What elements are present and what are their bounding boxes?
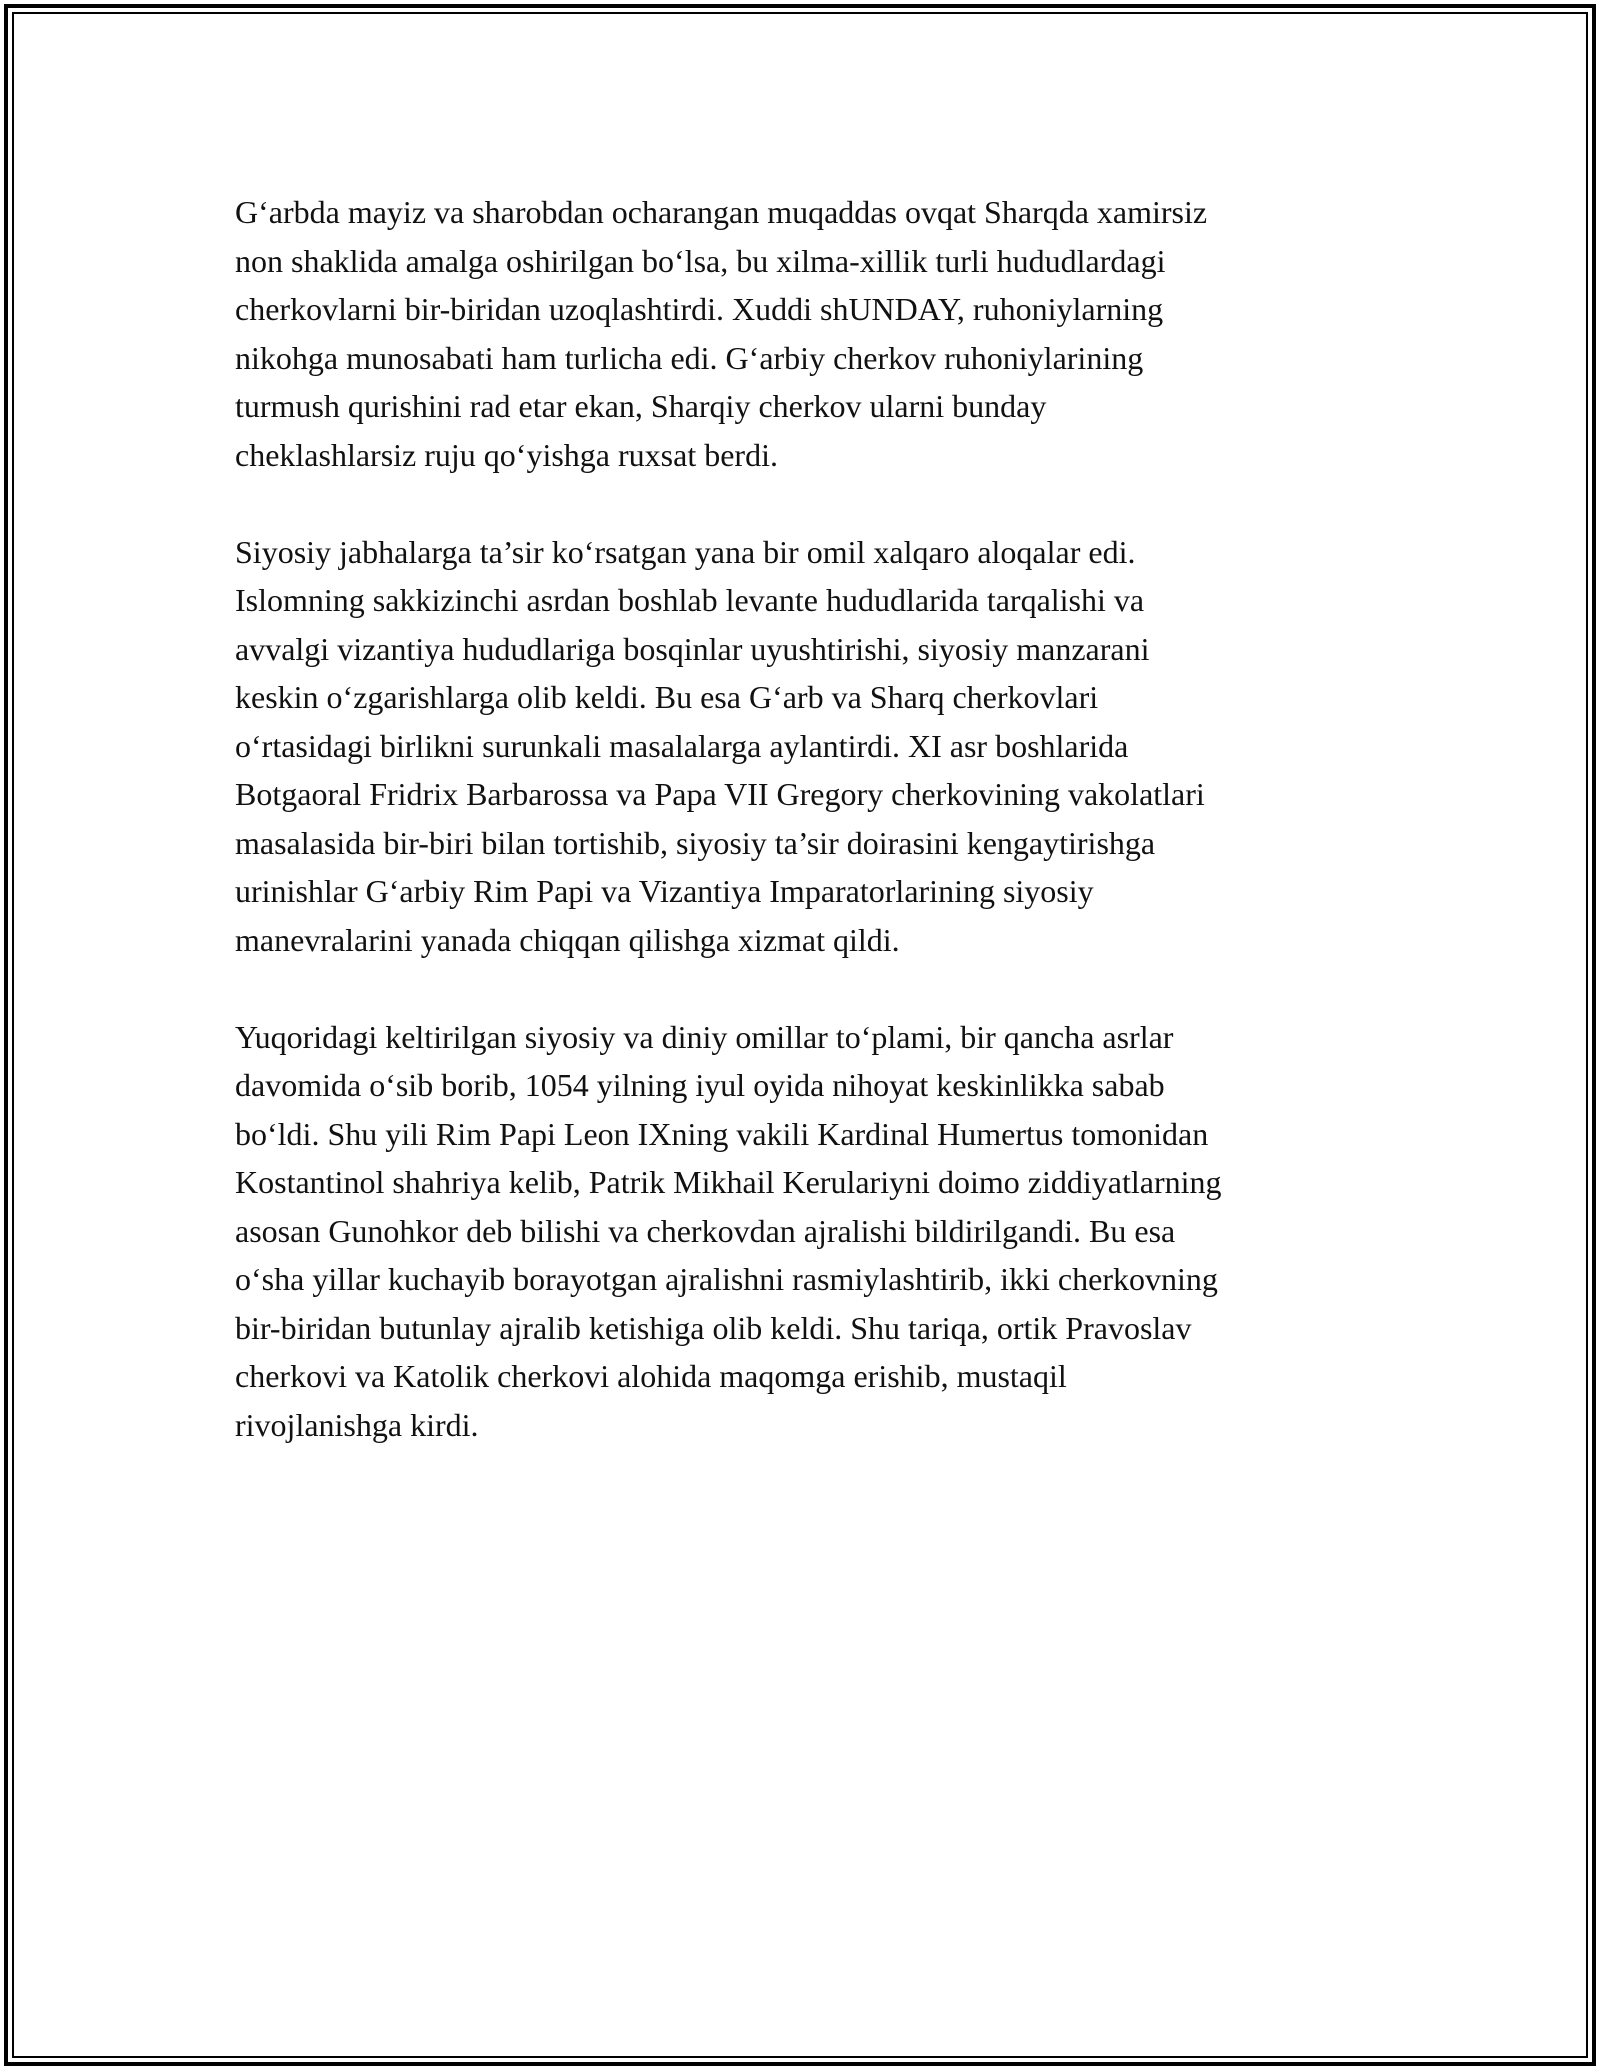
paragraph-line: Islomning sakkizinchi asrdan boshlab levante hududlarida tarqalishi va	[235, 582, 1145, 618]
paragraph-line: nikohga munosabati ham turlicha edi. G‘arbiy cherkov ruhoniylarining	[235, 339, 1144, 376]
paragraph-line: cherkovi va Katolik cherkovi alohida maqomga erishib, mustaqil	[235, 1358, 1067, 1394]
document-body	[235, 188, 1385, 1498]
paragraph-line: turmush qurishini rad etar ekan, Sharqiy cherkov ularni bunday	[235, 388, 1047, 424]
paragraph-2	[235, 528, 1385, 965]
paragraph-line: o‘rtasidagi birlikni surunkali masalalarga aylantirdi. XI asr boshlarida	[235, 727, 1129, 764]
paragraph-line: rivojlanishga kirdi.	[235, 1406, 479, 1443]
paragraph-line: cherkovlarni bir-biridan uzoqlashtirdi. Xuddi shUNDAY, ruhoniylarning	[235, 291, 1164, 327]
paragraph-line: asosan Gunohkor deb bilishi va cherkovdan ajralishi bildirilgandi. Bu esa	[235, 1212, 1176, 1249]
paragraph-line: non shaklida amalga oshirilgan bo‘lsa, bu xilma-xillik turli hududlardagi	[235, 242, 1166, 279]
paragraph-1	[235, 188, 1385, 479]
paragraph-line: Kostantinol shahriya kelib, Patrik Mikhail Kerulariyni doimo ziddiyatlarning	[235, 1164, 1222, 1200]
paragraph-line: urinishlar G‘arbiy Rim Papi va Vizantiya Imparatorlarining siyosiy	[235, 873, 1094, 909]
paragraph-line: keskin o‘zgarishlarga olib keldi. Bu esa G‘arb va Sharq cherkovlari	[235, 679, 1099, 715]
paragraph-line: bir-biridan butunlay ajralib ketishiga olib keldi. Shu tariqa, ortik Pravoslav	[235, 1309, 1192, 1346]
paragraph-3	[235, 1013, 1385, 1450]
paragraph-line: o‘sha yillar kuchayib borayotgan ajralishni rasmiylashtirib, ikki cherkovning	[235, 1261, 1218, 1297]
paragraph-line: Botgaoral Fridrix Barbarossa va Papa VII Gregory cherkovining vakolatlari	[235, 776, 1205, 812]
paragraph-line: Siyosiy jabhalarga ta’sir ko‘rsatgan yana bir omil xalqaro aloqalar edi.	[235, 533, 1136, 570]
paragraph-line: G‘arbda mayiz va sharobdan ocharangan muqaddas ovqat Sharqda xamirsiz	[235, 194, 1208, 230]
paragraph-line: Yuqoridagi keltirilgan siyosiy va diniy omillar to‘plami, bir qancha asrlar	[235, 1018, 1174, 1055]
paragraph-line: avvalgi vizantiya hududlariga bosqinlar uyushtirishi, siyosiy manzarani	[235, 630, 1150, 667]
paragraph-line: cheklashlarsiz ruju qo‘yishga ruxsat berdi.	[235, 436, 778, 473]
paragraph-line: masalasida bir-biri bilan tortishib, siyosiy ta’sir doirasini kengaytirishga	[235, 824, 1156, 861]
paragraph-line: manevralarini yanada chiqqan qilishga xizmat qildi.	[235, 921, 900, 958]
paragraph-line: bo‘ldi. Shu yili Rim Papi Leon IXning vakili Kardinal Humertus tomonidan	[235, 1115, 1209, 1152]
paragraph-line: davomida o‘sib borib, 1054 yilning iyul oyida nihoyat keskinlikka sabab	[235, 1067, 1165, 1103]
